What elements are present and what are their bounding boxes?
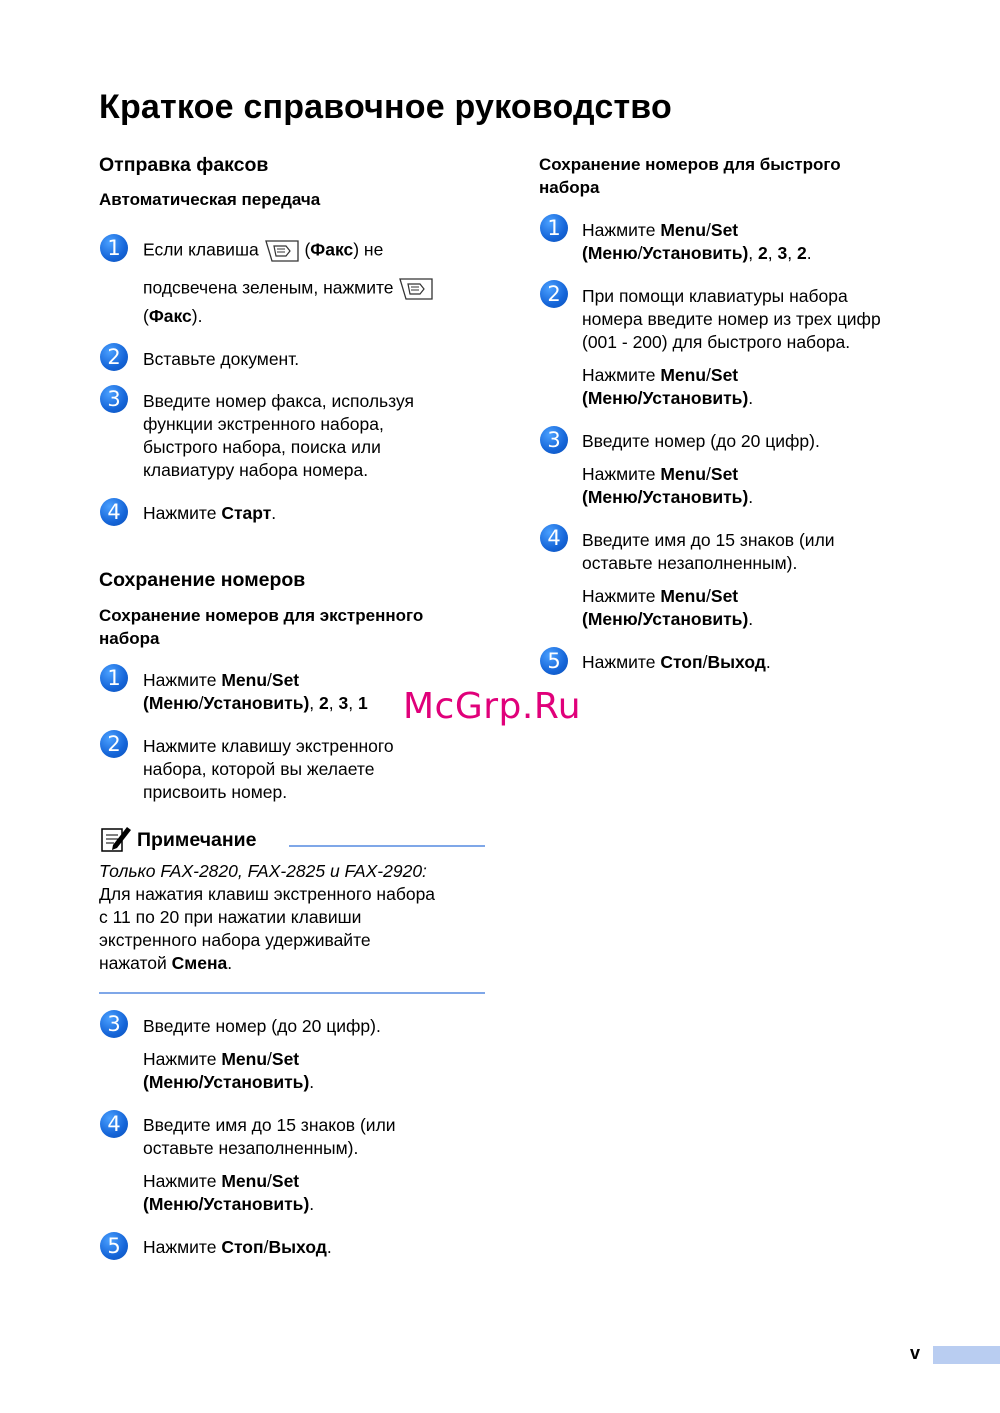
subheading-speed-dial-line2: набора — [99, 629, 160, 648]
right-heading-line1: Сохранение номеров для быстрого — [539, 155, 841, 174]
note-body: Только FAX-2820, FAX-2825 и FAX-2920: Для нажатия клавиш экстренного набора с 11 по 20 при нажатии клавиши экстренного набора удерживайте нажатой Смена. — [99, 861, 436, 973]
step-text: (Меню/Установить). — [143, 1072, 315, 1092]
step-text: Нажмите Menu/Set — [143, 1171, 300, 1191]
step-text: клавиатуру набора номера. — [143, 460, 369, 480]
step-text: подсвечена зеленым, нажмите — [143, 276, 434, 302]
step-text: Нажмите Menu/Set — [143, 670, 300, 690]
step-number-badge: 2 — [100, 343, 128, 371]
fax-key-icon — [398, 276, 434, 302]
step-number-badge: 1 — [100, 664, 128, 692]
step-text: (Меню/Установить), 2, 3, 2. — [582, 243, 812, 263]
page-title: Краткое справочное руководство — [99, 88, 672, 126]
step-text: Нажмите клавишу экстренного — [143, 736, 394, 756]
step-text: (Меню/Установить). — [582, 388, 754, 408]
fax-key-icon — [264, 238, 300, 264]
step-number-badge: 3 — [100, 385, 128, 413]
step-text: быстрого набора, поиска или — [143, 437, 381, 457]
step-number-badge: 1 — [100, 234, 128, 262]
step-text: Введите номер (до 20 цифр). — [582, 431, 820, 451]
step-text: Нажмите Стоп/Выход. — [582, 652, 771, 672]
step-text: При помощи клавиатуры набора — [582, 286, 848, 306]
note-pencil-icon — [99, 823, 133, 855]
step-number-badge: 4 — [100, 1110, 128, 1138]
step-text: (Меню/Установить), 2, 3, 1 — [143, 693, 368, 713]
step-text: оставьте незаполненным). — [582, 553, 798, 573]
step-text: (Меню/Установить). — [582, 609, 754, 629]
step-number-badge: 5 — [540, 647, 568, 675]
note-title: Примечание — [137, 829, 257, 851]
page-tab-bar — [933, 1346, 1000, 1364]
step-number-badge: 3 — [540, 426, 568, 454]
step-text: (Меню/Установить). — [143, 1194, 315, 1214]
note-bottom-divider — [99, 992, 485, 994]
step-text: Нажмите Menu/Set — [143, 1049, 300, 1069]
step-number-badge: 3 — [100, 1010, 128, 1038]
step-text: Введите номер факса, используя — [143, 391, 415, 411]
step-text: Нажмите Стоп/Выход. — [143, 1237, 332, 1257]
step-text: номера введите номер из трех цифр — [582, 309, 881, 329]
step-text: (001 - 200) для быстрого набора. — [582, 332, 851, 352]
step-number-badge: 1 — [540, 214, 568, 242]
step-text: оставьте незаполненным). — [143, 1138, 359, 1158]
step-text: Введите номер (до 20 цифр). — [143, 1016, 381, 1036]
step-text: (Факс). — [143, 306, 203, 326]
subheading-auto-transmit: Автоматическая передача — [99, 190, 321, 209]
note-divider — [289, 845, 485, 847]
step-text: набора, которой вы желаете — [143, 759, 375, 779]
section-heading-send-fax: Отправка факсов — [99, 154, 269, 176]
section-heading-store-numbers: Сохранение номеров — [99, 569, 306, 591]
step-text: Нажмите Menu/Set — [582, 365, 739, 385]
step-number-badge: 2 — [540, 280, 568, 308]
step-number-badge: 4 — [100, 498, 128, 526]
step-text: Вставьте документ. — [143, 349, 300, 369]
right-heading-line2: набора — [539, 178, 600, 197]
step-text: Если клавиша (Факс) не — [143, 238, 383, 264]
step-text: Нажмите Menu/Set — [582, 220, 739, 240]
step-text: Нажмите Старт. — [143, 503, 277, 523]
step-number-badge: 2 — [100, 730, 128, 758]
step-number-badge: 4 — [540, 524, 568, 552]
step-text: Введите имя до 15 знаков (или — [582, 530, 835, 550]
step-text: Нажмите Menu/Set — [582, 464, 739, 484]
watermark: McGrp.Ru — [403, 686, 582, 727]
step-text: присвоить номер. — [143, 782, 288, 802]
step-text: (Меню/Установить). — [582, 487, 754, 507]
step-number-badge: 5 — [100, 1232, 128, 1260]
subheading-speed-dial-line1: Сохранение номеров для экстренного — [99, 606, 424, 625]
page-number: v — [910, 1343, 921, 1363]
step-text: Введите имя до 15 знаков (или — [143, 1115, 396, 1135]
step-text: функции экстренного набора, — [143, 414, 384, 434]
step-text: Нажмите Menu/Set — [582, 586, 739, 606]
